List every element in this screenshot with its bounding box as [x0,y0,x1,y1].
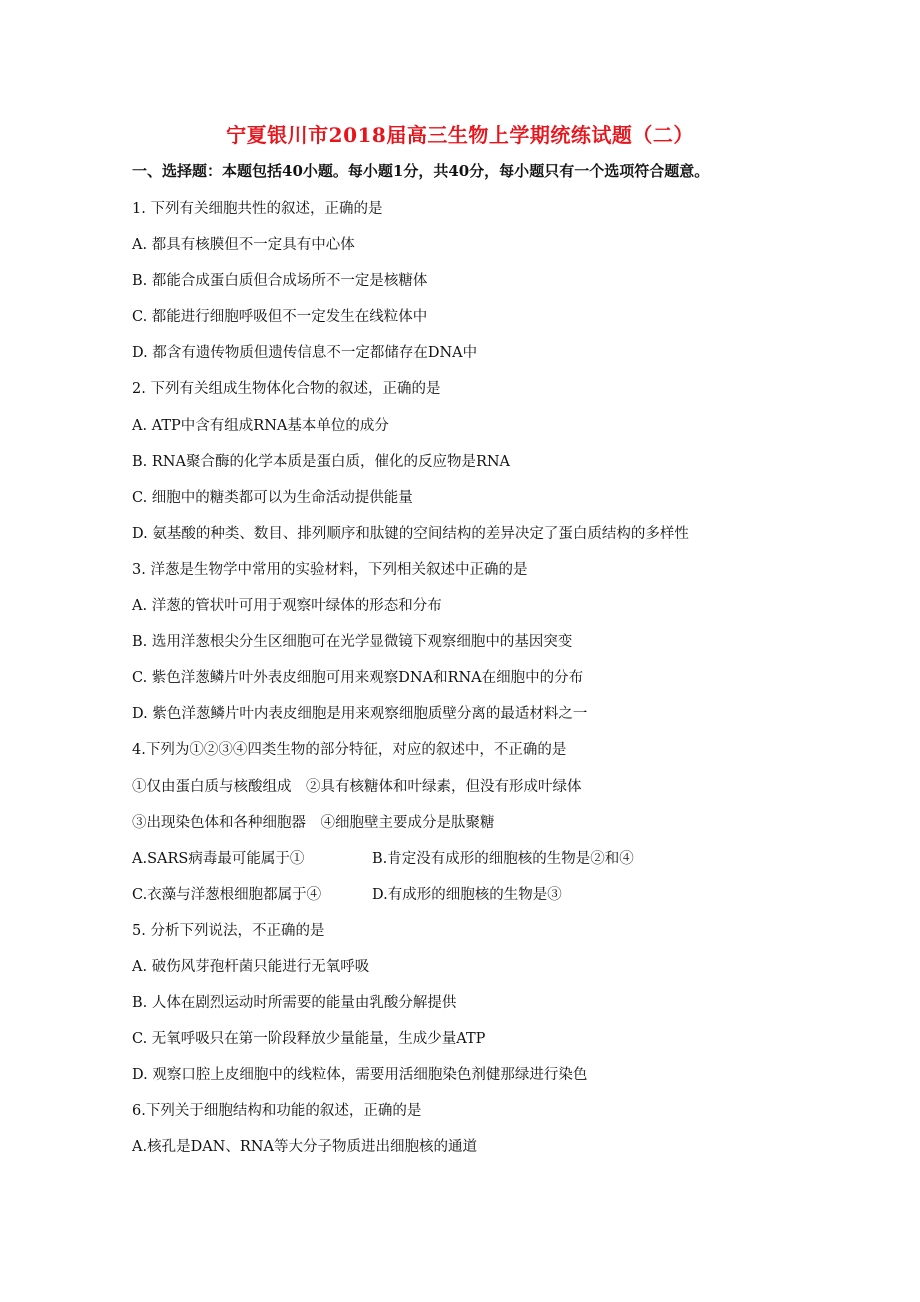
option-line: C. 都能进行细胞呼吸但不一定发生在线粒体中 [132,309,428,326]
option-line: A. 都具有核膜但不一定具有中心体 [132,237,355,254]
option-line: A. ATP中含有组成RNA基本单位的成分 [132,417,389,434]
option-line: A. 洋葱的管状叶可用于观察叶绿体的形态和分布 [132,598,442,615]
option-c: C.衣藻与洋葱根细胞都属于④ [132,886,322,903]
option-line: D. 氨基酸的种类、数目、排列顺序和肽键的空间结构的差异决定了蛋白质结构的多样性 [132,525,689,542]
option-line: D. 都含有遗传物质但遗传信息不一定都储存在DNA中 [132,345,478,362]
feature-line: ③出现染色体和各种细胞器 ④细胞壁主要成分是肽聚糖 [132,814,495,831]
feature-line: ①仅由蛋白质与核酸组成 ②具有核糖体和叶绿素，但没有形成叶绿体 [132,778,582,795]
option-b: B.肯定没有成形的细胞核的生物是②和④ [372,850,634,867]
section-heading: 一、选择题：本题包括40小题。每小题1分，共40分，每小题只有一个选项符合题意。 [132,162,710,180]
option-line: C. 无氧呼吸只在第一阶段释放少量能量，生成少量ATP [132,1031,486,1048]
question-list [132,198,689,1173]
question-stem: 6.下列关于细胞结构和功能的叙述，正确的是 [132,1103,422,1120]
option-line: B. 都能合成蛋白质但合成场所不一定是核糖体 [132,273,428,290]
option-line: D. 紫色洋葱鳞片叶内表皮细胞是用来观察细胞质壁分离的最适材料之一 [132,706,588,723]
question-stem: 5. 分析下列说法，不正确的是 [132,922,325,939]
option-line: C. 细胞中的糖类都可以为生命活动提供能量 [132,489,413,506]
option-line: A. 破伤风芽孢杆菌只能进行无氧呼吸 [132,958,370,975]
option-d: D.有成形的细胞核的生物是③ [372,886,562,903]
question-stem: 1. 下列有关细胞共性的叙述，正确的是 [132,201,383,217]
option-line: B. RNA聚合酶的化学本质是蛋白质，催化的反应物是RNA [132,453,511,470]
option-line: B. 选用洋葱根尖分生区细胞可在光学显微镜下观察细胞中的基因突变 [132,634,573,651]
option-line: B. 人体在剧烈运动时所需要的能量由乳酸分解提供 [132,995,457,1012]
question-stem: 2. 下列有关组成生物体化合物的叙述，正确的是 [132,381,441,398]
option-line: D. 观察口腔上皮细胞中的线粒体，需要用活细胞染色剂健那绿进行染色 [132,1067,588,1084]
option-a: A.SARS病毒最可能属于① [132,850,305,867]
option-line: C. 紫色洋葱鳞片叶外表皮细胞可用来观察DNA和RNA在细胞中的分布 [132,670,584,687]
document-title: 宁夏银川市2018届高三生物上学期统练试题（二） [226,123,694,147]
option-row [132,884,689,920]
question-stem: 4.下列为①②③④四类生物的部分特征，对应的叙述中，不正确的是 [132,742,567,759]
question-stem: 3. 洋葱是生物学中常用的实验材料，下列相关叙述中正确的是 [132,561,528,578]
option-row [132,848,689,884]
option-line: A.核孔是DAN、RNA等大分子物质进出细胞核的通道 [132,1139,477,1156]
